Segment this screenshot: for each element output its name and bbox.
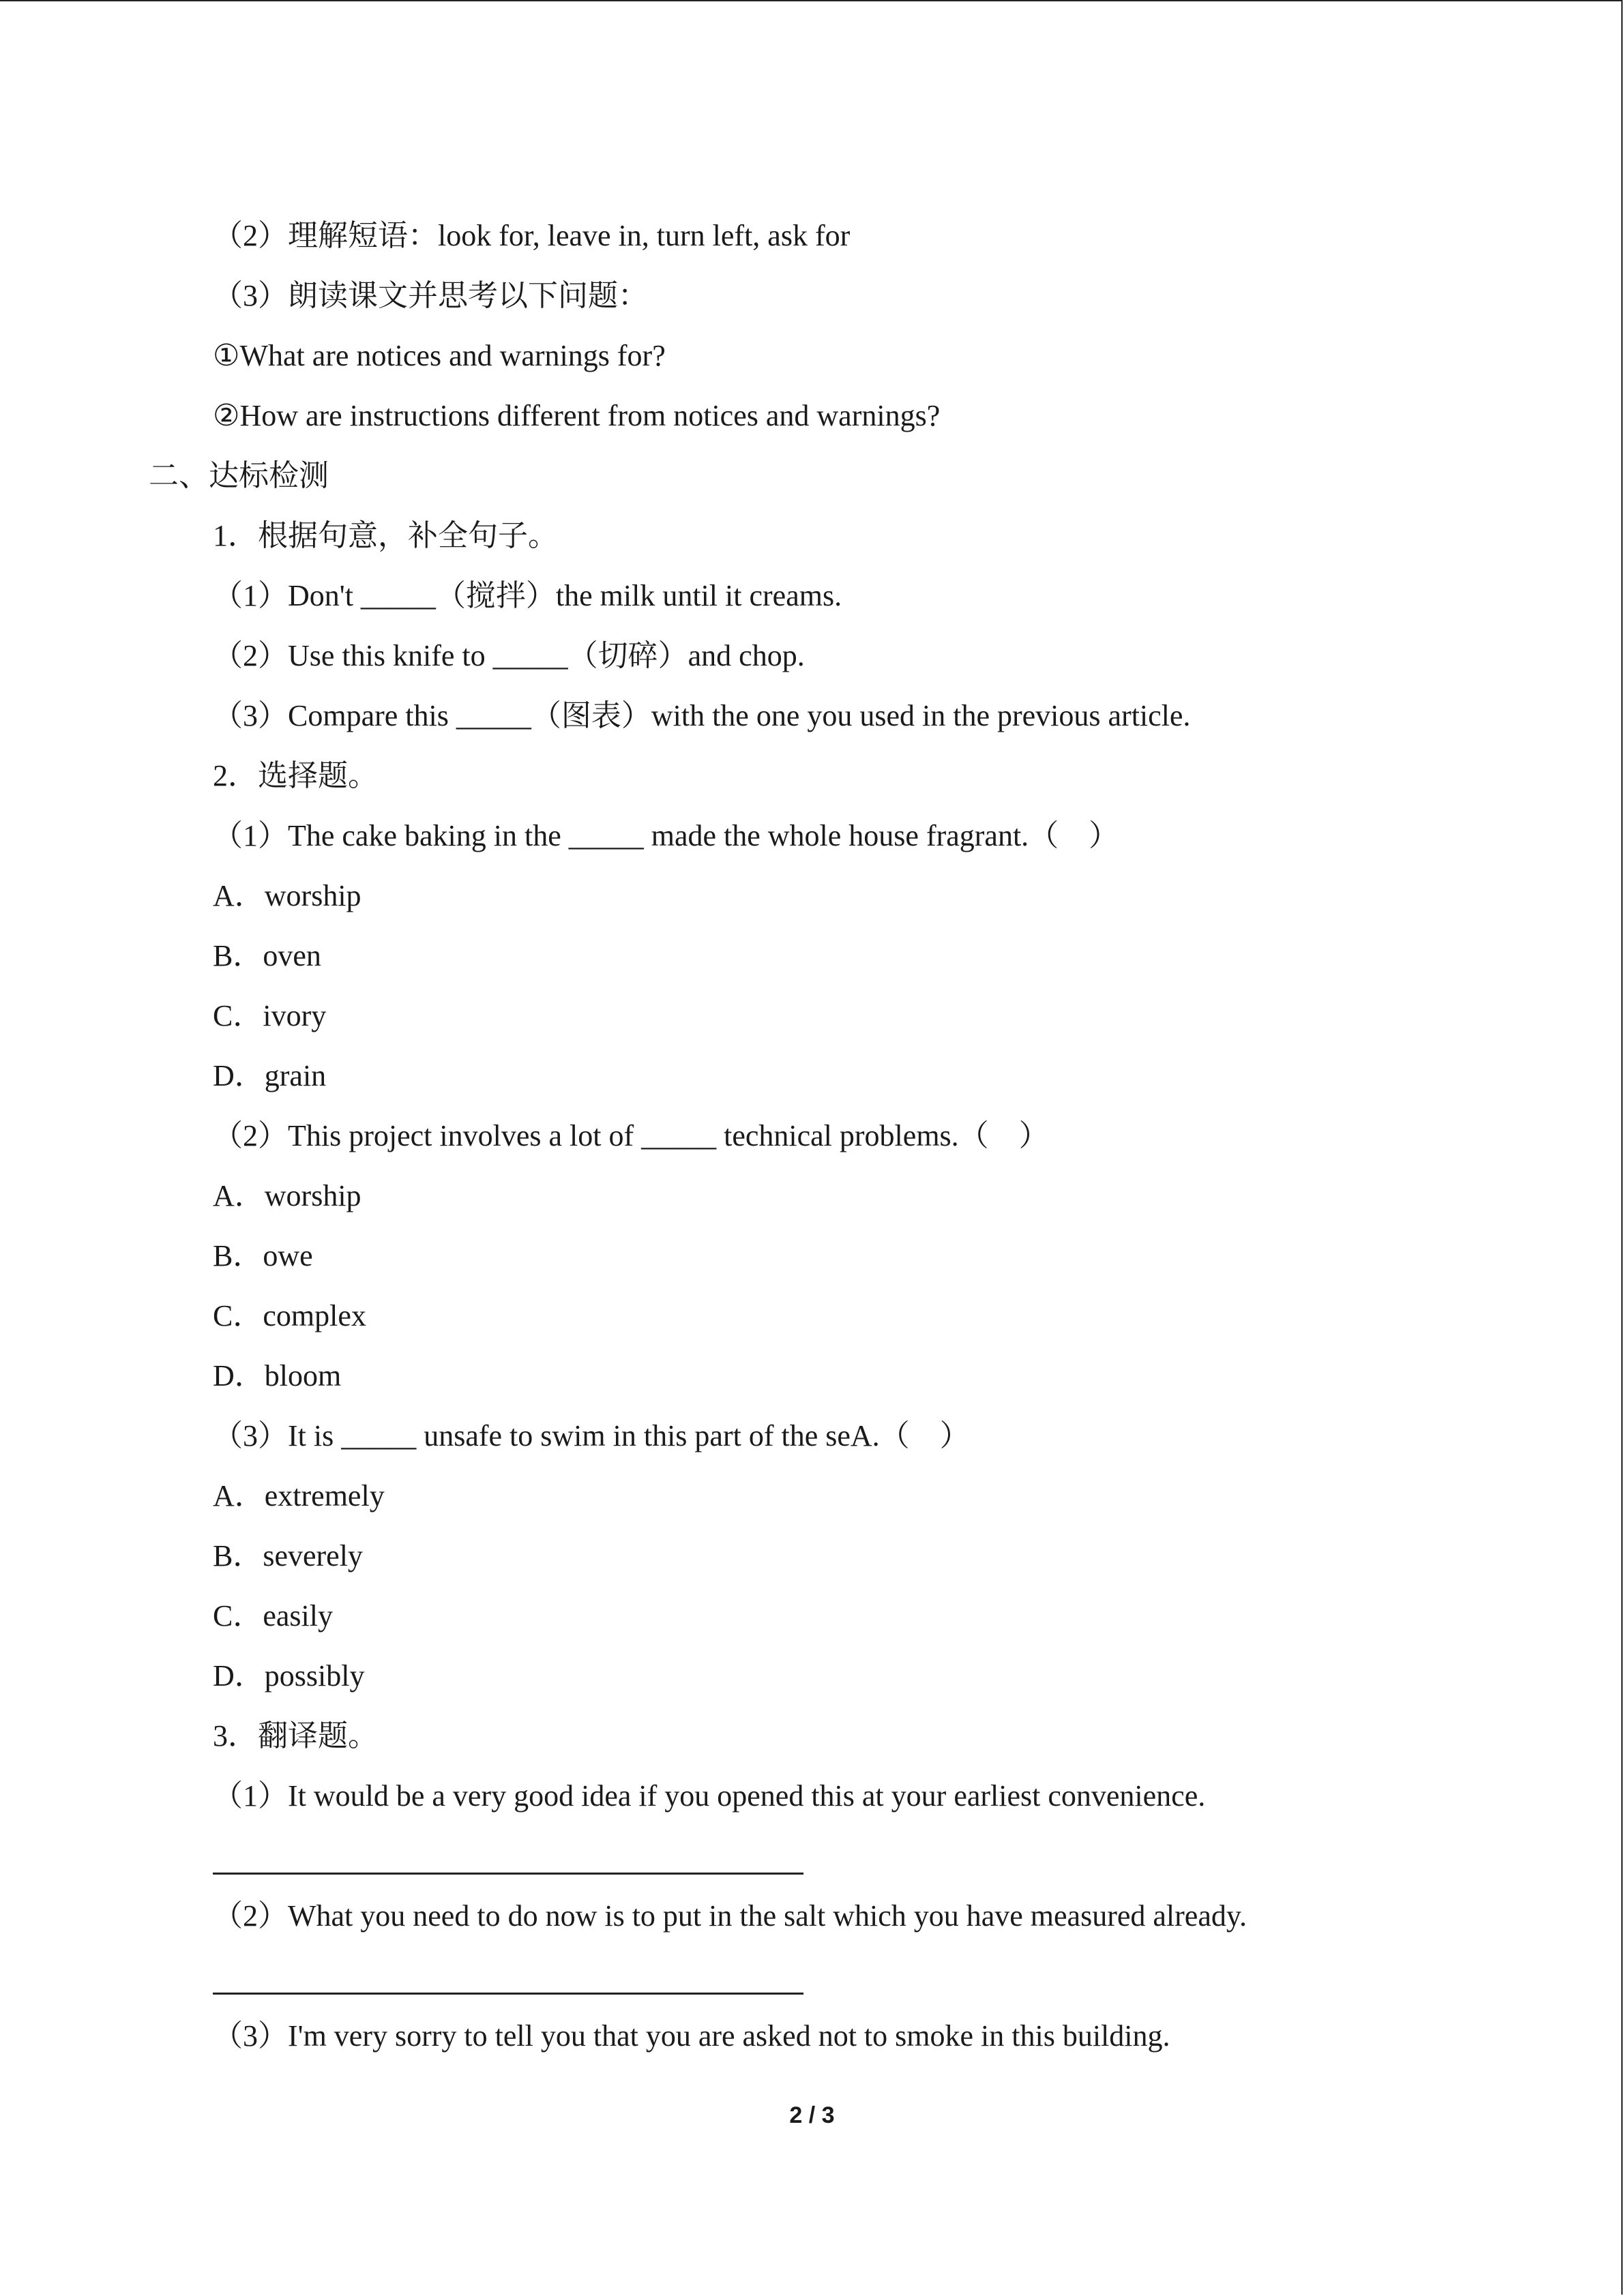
page-number: 2 / 3 <box>789 2102 835 2128</box>
preview-item-2: （2）理解短语：look for, leave in, turn left, ask for <box>213 219 851 252</box>
preview-question-1: ①What are notices and warnings for? <box>213 339 666 372</box>
mc-option: C．complex <box>213 1299 366 1332</box>
part2-title: 2．选择题。 <box>213 759 378 792</box>
mc-option: C．ivory <box>213 999 327 1032</box>
part1-title: 1．根据句意，补全句子。 <box>213 519 558 552</box>
preview-question-2: ②How are instructions different from notices and warnings? <box>213 399 941 432</box>
translate-item-3: （3）I'm very sorry to tell you that you are asked not to smoke in this building. <box>213 2019 1170 2053</box>
mc-option: A．worship <box>213 1179 361 1212</box>
preview-item-3: （3）朗读课文并思考以下问题： <box>213 279 648 312</box>
mc-option: A．worship <box>213 879 361 912</box>
mc-option: C．easily <box>213 1599 333 1632</box>
mc-option: D．bloom <box>213 1359 342 1392</box>
answer-line-2 <box>213 1993 803 1995</box>
mc-option: B．owe <box>213 1239 313 1272</box>
mc-question-1-stem: （1）The cake baking in the _____ made the whole house fragrant.（ ） <box>213 819 1119 852</box>
mc-question-3-stem: （3）It is _____ unsafe to swim in this part of the seA.（ ） <box>213 1419 970 1452</box>
mc-option: D．possibly <box>213 1659 365 1693</box>
mc-question-2-stem: （2）This project involves a lot of _____ technical problems.（ ） <box>213 1119 1049 1152</box>
part3-title: 3．翻译题。 <box>213 1719 378 1753</box>
mc-option: D．grain <box>213 1059 327 1092</box>
translate-item-1: （1）It would be a very good idea if you opened this at your earliest convenience. <box>213 1779 1206 1813</box>
section-heading: 二、达标检测 <box>149 459 329 492</box>
fill-item-1: （1）Don't _____（搅拌）the milk until it creams. <box>213 579 842 612</box>
mc-option: A．extremely <box>213 1479 385 1512</box>
translate-item-2: （2）What you need to do now is to put in the salt which you have measured already. <box>213 1899 1247 1933</box>
answer-line-1 <box>213 1873 803 1875</box>
fill-item-3: （3）Compare this _____（图表）with the one you used in the previous article. <box>213 699 1191 732</box>
mc-option: B．severely <box>213 1539 363 1572</box>
fill-item-2: （2）Use this knife to _____（切碎）and chop. <box>213 639 805 672</box>
mc-option: B．oven <box>213 939 321 972</box>
